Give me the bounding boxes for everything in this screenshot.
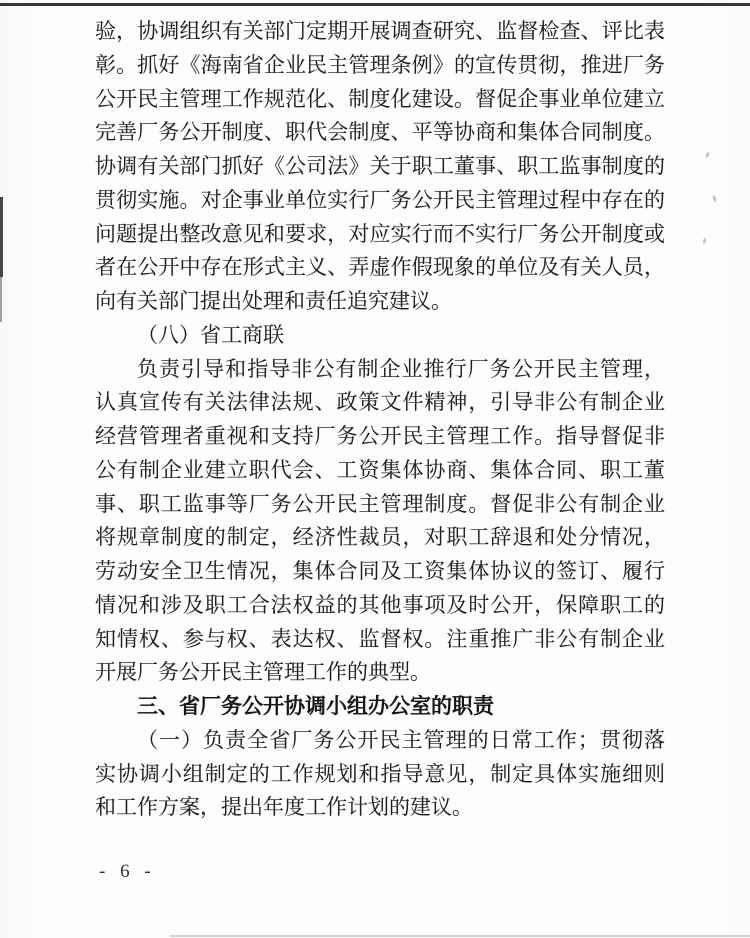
- scan-speck: [705, 152, 710, 159]
- text-line: 验，协调组织有关部门定期开展调查研究、监督检查、评比表: [95, 19, 665, 43]
- document-lines: [95, 15, 665, 825]
- text-line: 认真宣传有关法律法规、政策文件精神，引导非公有制企业: [95, 390, 665, 415]
- text-line: 公开民主管理工作规范化、制度化建设。督促企事业单位建立: [95, 86, 665, 111]
- text-line: 三、省厂务公开协调小组办公室的职责: [137, 695, 494, 718]
- text-line: 情况和涉及职工合法权益的其他事项及时公开，保障职工的: [95, 592, 665, 617]
- text-line: 劳动安全卫生情况，集体合同及工资集体协议的签订、履行: [95, 559, 665, 583]
- page-number: - 6 -: [99, 861, 156, 882]
- text-line: 将规章制度的制定，经济性裁员，对职工辞退和处分情况，: [95, 525, 665, 550]
- text-line: 事、职工监事等厂务公开民主管理制度。督促非公有制企业: [95, 491, 665, 516]
- text-line: 彰。抓好《海南省企业民主管理条例》的宣传贯彻，推进厂务: [95, 52, 665, 77]
- scan-speck: [712, 195, 717, 203]
- text-line: 问题提出整改意见和要求，对应实行而不实行厂务公开制度或: [95, 221, 665, 246]
- text-line: 贯彻实施。对企事业单位实行厂务公开民主管理过程中存在的: [95, 187, 665, 212]
- text-line: （一）负责全省厂务公开民主管理的日常工作；贯彻落: [137, 727, 665, 752]
- text-line: 协调有关部门抓好《公司法》关于职工董事、职工监事制度的: [95, 154, 665, 178]
- text-line: 负责引导和指导非公有制企业推行厂务公开民主管理，: [137, 356, 665, 381]
- text-line: 公有制企业建立职代会、工资集体协商、集体合同、职工董: [95, 457, 665, 482]
- text-line: 实协调小组制定的工作规划和指导意见，制定具体实施细则: [95, 761, 665, 786]
- text-line: 开展厂务公开民主管理工作的典型。: [95, 660, 431, 685]
- text-line: 向有关部门提出处理和责任追究建议。: [95, 289, 452, 313]
- scan-artifact-top-edge: [0, 3, 750, 6]
- text-line: 经营管理者重视和支持厂务公开民主管理工作。指导督促非: [95, 424, 665, 448]
- scan-artifact-bottom-edge: [170, 935, 750, 937]
- text-line: （八）省工商联: [137, 322, 284, 347]
- scan-artifact-left-edge: [0, 197, 3, 277]
- text-line: 完善厂务公开制度、职代会制度、平等协商和集体合同制度。: [95, 120, 665, 145]
- scan-speck: [703, 238, 707, 244]
- text-line: 和工作方案，提出年度工作计划的建议。: [95, 795, 473, 820]
- text-line: 知情权、参与权、表达权、监督权。注重推广非公有制企业: [95, 626, 665, 651]
- scan-artifact-left-edge-faint: [0, 277, 2, 322]
- text-line: 者在公开中存在形式主义、弄虚作假现象的单位及有关人员，: [95, 255, 665, 280]
